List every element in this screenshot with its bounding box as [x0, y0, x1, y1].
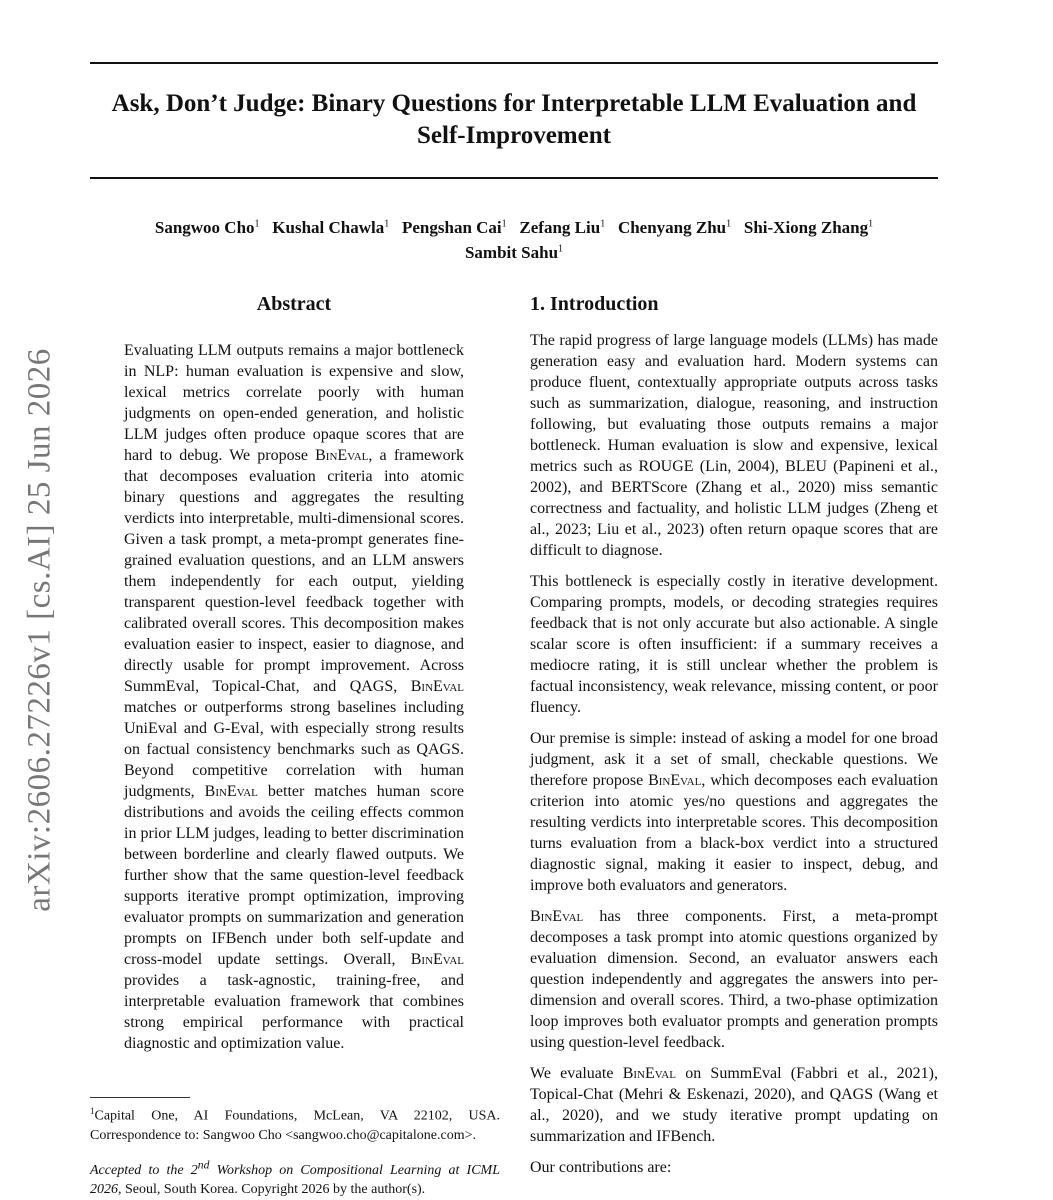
- title-top-rule: [90, 62, 938, 64]
- intro-paragraph: We evaluate BinEval on SummEval (Fabbri et al., 2021), Topical-Chat (Mehri & Eskenazi, 2020), and QAGS (Wang et al., 2020), and we study iterative prompt updating on summarization and IFBench.: [530, 1065, 939, 1145]
- author-list: [90, 213, 938, 264]
- paper-title: [90, 88, 938, 152]
- arxiv-stamp: arXiv:2606.27226v1 [cs.AI] 25 Jun 2026: [21, 348, 58, 912]
- intro-paragraph: BinEval has three components. First, a meta-prompt decomposes a task prompt into atomic questions organized by evaluation dimension. Second, an evaluator answers each question independently and aggregates the answers into per-dimension and overall scores. Third, a two-phase optimization loop improves both evaluator prompts and generation prompts using question-level feedback.: [530, 908, 938, 1051]
- author: Kushal Chawla$^1$: [272, 217, 390, 237]
- affiliation-footnote: $^1$Capital One, AI Foundations, McLean, VA 22102, USA. Correspondence to: Sangwoo Cho <sangwoo.cho@capitalone.com>.: [90, 1106, 500, 1143]
- author: Sangwoo Cho$^1$: [154, 217, 260, 237]
- abstract-heading: Abstract: [256, 293, 332, 315]
- footnote-rule: [90, 1097, 190, 1098]
- author-line-1: [90, 213, 938, 239]
- author: Sambit Sahu$^1$: [464, 243, 564, 263]
- author: Zefang Liu$^1$: [519, 217, 606, 237]
- author: Shi-Xiong Zhang$^1$: [743, 217, 874, 237]
- intro-paragraph: The rapid progress of large language models (LLMs) has made generation easy and evaluation hard. Modern systems can produce fluent, contextually appropriate outputs across tasks such as summarization, dialogue, reasoning, and instruction following, but evaluating those outputs remains a major bottleneck. Human evaluation is slow and expensive, lexical metrics such as ROUGE (Lin, 2004), BLEU (Papineni et al., 2002), and BERTScore (Zhang et al., 2020) miss semantic correctness and factuality, and holistic LLM judges (Zheng et al., 2023; Liu et al., 2023) often return opaque scores that are difficult to diagnose.: [530, 332, 938, 559]
- author: Chenyang Zhu$^1$: [617, 217, 732, 237]
- title-line-2: Self-Improvement: [417, 122, 611, 149]
- venue-note: Accepted to the 2nd Workshop on Compositional Learning at ICML 2026, Seoul, South Korea. Copyright 2026 by the author(s).: [90, 1158, 500, 1197]
- abstract-text: Evaluating LLM outputs remains a major bottleneck in NLP: human evaluation is expensive and slow, lexical metrics correlate poorly with human judgments on open-ended generation, and holistic LLM judges often produce opaque scores that are hard to debug. We propose BinEval, a framework that decomposes evaluation criteria into atomic binary questions and aggregates the resulting verdicts into interpretable, multi-dimensional scores. Given a task prompt, a meta-prompt generates fine-grained evaluation questions, and an LLM answers them independently for each output, yielding transparent question-level feedback together with calibrated overall scores. This decomposition makes evaluation easier to inspect, easier to diagnose, and directly usable for prompt improvement. Across SummEval, Topical-Chat, and QAGS, BinEval matches or outperforms strong baselines including UniEval and G-Eval, with especially strong results on factual consistency benchmarks such as QAGS. Beyond competitive correlation with human judgments, BinEval better matches human score distributions and avoids the ceiling effects common in prior LLM judges, leading to better discrimination between borderline and clearly flawed outputs. We further show that the same question-level feedback supports iterative prompt optimization, improving evaluator prompts on summarization and generation prompts on IFBench under both self-update and cross-model update settings. Overall, BinEval provides a task-agnostic, training-free, and interpretable evaluation framework that combines strong empirical performance with practical diagnostic and optimization value.: [124, 342, 465, 1052]
- author-line-2: [90, 239, 938, 265]
- intro-paragraph: Our premise is simple: instead of asking a model for one broad judgment, ask it a set of small, checkable questions. We therefore propose BinEval, which decomposes each evaluation criterion into atomic yes/no questions and aggregates the resulting verdicts into interpretable scores. This decomposition turns evaluation from a black-box verdict into a structured diagnostic signal, making it easier to inspect, debug, and improve both evaluators and generators.: [530, 730, 938, 894]
- abstract-section: [124, 292, 464, 1054]
- title-bottom-rule: [90, 177, 938, 179]
- introduction-section: [530, 292, 938, 1178]
- intro-paragraph: This bottleneck is especially costly in iterative development. Comparing prompts, models, or decoding strategies requires feedback that is not only accurate but also actionable. A single scalar score is often insufficient: if a summary receives a mediocre rating, it is still unclear whether the problem is factual inconsistency, weak relevance, missing content, or poor fluency.: [530, 573, 938, 716]
- intro-paragraph: Our contributions are:: [530, 1159, 672, 1176]
- author: Pengshan Cai$^1$: [401, 217, 507, 237]
- title-line-1: Ask, Don’t Judge: Binary Questions for Interpretable LLM Evaluation and: [111, 90, 917, 117]
- introduction-heading: 1. Introduction: [530, 293, 659, 315]
